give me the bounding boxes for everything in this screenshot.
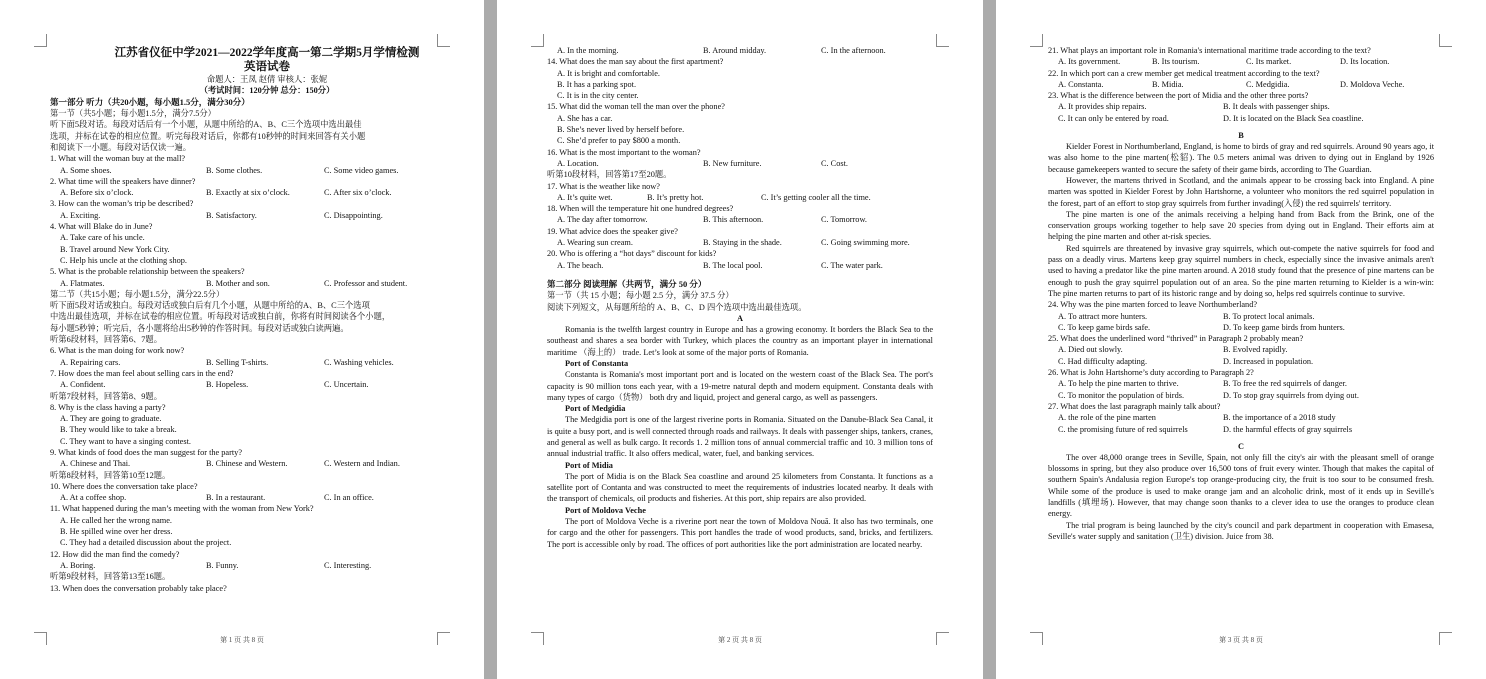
options-23: C. It can only be entered by road. D. It is located on the Black Sea coastline. [1058, 113, 1364, 123]
question-8: 8. Why is the class having a party? [50, 402, 166, 412]
question-12: 12. How did the man find the comedy? [50, 549, 180, 559]
question-25: 25. What does the underlined word “thrived” in Paragraph 2 probably mean? [1048, 334, 1304, 344]
instruction-line: 每小题5秒钟；听完后，各小题将给出5秒钟的作答时间。每段对话或独白读两遍。 [50, 323, 349, 333]
option: A. He called her the wrong name. [60, 515, 172, 525]
options-13: A. In the morning. B. Around midday. C. In the afternoon. [557, 46, 886, 55]
passage-letter-c: C [1238, 441, 1244, 451]
question-26: 26. What is John Hartshorne’s duty according to Paragraph 2? [1048, 368, 1254, 378]
question-15: 15. What did the woman tell the man over the phone? [547, 102, 725, 112]
crop-mark [531, 34, 544, 47]
options-23: A. It provides ship repairs. B. It deals with passenger ships. [1058, 102, 1330, 112]
port-heading: Port of Moldova Veche [565, 505, 646, 515]
question-22: 22. In which port can a crew member get medical treatment according to the text? [1048, 68, 1320, 78]
question-24: 24. Why was the pine marten forced to leave Northumberland? [1048, 300, 1258, 310]
options-27: A. the role of the pine marten B. the importance of a 2018 study [1058, 413, 1336, 423]
exam-subtitle: 英语试卷 [244, 61, 290, 73]
option: B. They would like to take a break. [60, 425, 177, 435]
page-number: 第 1 页 共 8 页 [220, 636, 264, 644]
crop-mark [1030, 34, 1043, 47]
part-1-heading: 第一部分 听力（共20小题，每小题1.5分，满分30分） [50, 96, 250, 107]
option: B. She’s never lived by herself before. [557, 125, 685, 135]
question-16: 16. What is the most important to the woman? [547, 147, 701, 157]
options-24: C. To keep game birds safe. D. To keep game birds from hunters. [1058, 322, 1345, 332]
passage-paragraph: The over 48,000 orange trees in Seville, Spain, not only fill the city's air with the pleasant smell of orange blossoms in spring, but they also produce over 16,500 tons of fruit every winter. Though that makes the capital of southern Spain's Andalusia region Europe's top orange-producing city, the fruit is too sour to be consumed fresh. While some of the produce is used to make orange jam and an alcoholic drink, most of it ends up in Seville's landfills (填埋场). However, that may change soon thanks to a clever idea to use the oranges to produce clean energy. [1048, 452, 1434, 519]
material-note: 听第9段材料，回答第13至16题。 [50, 572, 171, 582]
options-19: A. Wearing sun cream. B. Staying in the shade. C. Going swimming more. [557, 238, 910, 248]
options-2: A. Before six o’clock. B. Exactly at six o’clock. C. After six o’clock. [60, 188, 392, 198]
instruction-line: 选项，并标在试卷的相应位置。听完每段对话后，你都有10秒钟的时间来回答有关小题 [50, 131, 366, 141]
question-21: 21. What plays an important role in Romania's international maritime trade according to the text? [1048, 46, 1371, 55]
option: C. Help his uncle at the clothing shop. [60, 255, 187, 265]
authors: 命题人：王凤 赵倩 审核人：张妮 [206, 75, 328, 84]
question-20: 20. Who is offering a “hot days” discount for kids? [547, 249, 717, 259]
question-7: 7. How does the man feel about selling cars in the end? [50, 368, 234, 378]
passage-paragraph: The Medgidia port is one of the largest riverine ports in Romania. Situated on the Danube-Black Sea Canal, it is quite a busy port, and is well connected through roads and railways. It deals with passenger ships, tankers, cranes, and general as well as bulk cargo. It records 1. 2 million tons of annual commercial traffic and 10. 3 million tons of annual industrial traffic. It also offers medical, water, fuel, and banking services. [547, 415, 933, 459]
passage-paragraph: The pine marten is one of the animals receiving a helping hand from Back from the Brink, one of the conservation groups working together to help save 20 species from dying out in England. Their efforts aim at helping the pine marten and other at-risk species. [1048, 209, 1434, 242]
part-2-heading: 第二部分 阅读理解（共两节，满分 50 分） [547, 278, 707, 289]
port-heading: Port of Constanta [565, 358, 629, 368]
passage-paragraph: The trial program is being launched by the city's council and park department in cooperation with Emasesa, Seville's water supply and sanitation (卫生) division. Juice from 38. [1048, 520, 1434, 541]
instruction-line: 听下面5段对话。每段对话后有一个小题，从题中所给的A、B、C三个选项中选出最佳 [50, 120, 362, 130]
passage-letter-b: B [1238, 131, 1244, 141]
options-1: A. Some shoes. B. Some clothes. C. Some video games. [60, 165, 399, 175]
options-26: A. To help the pine marten to thrive. B. To free the red squirrels of danger. [1058, 379, 1347, 389]
question-1: 1. What will the woman buy at the mall? [50, 154, 186, 164]
options-17: A. It’s quite wet. B. It’s pretty hot. C. It’s getting cooler all the time. [557, 192, 871, 202]
question-6: 6. What is the man doing for work now? [50, 346, 185, 356]
question-3: 3. How can the woman’s trip be described? [50, 199, 194, 209]
option: A. They are going to graduate. [60, 414, 162, 424]
crop-mark [437, 34, 450, 47]
crop-mark [34, 34, 47, 47]
options-12: A. Boring. B. Funny. C. Interesting. [60, 560, 372, 570]
page-2 [497, 0, 983, 679]
option: B. He spilled wine over her dress. [60, 527, 173, 537]
material-note: 听第10段材料，回答第17至20题。 [547, 170, 672, 180]
port-heading: Port of Midia [565, 460, 613, 470]
crop-mark [936, 34, 949, 47]
option: A. She has a car. [557, 113, 613, 123]
material-note: 听第7段材料，回答第8、9题。 [50, 391, 163, 401]
question-4: 4. What will Blake do in June? [50, 222, 153, 232]
option: C. They had a detailed discussion about the project. [60, 538, 232, 548]
options-16: A. Location. B. New furniture. C. Cost. [557, 158, 848, 168]
question-17: 17. What is the weather like now? [547, 181, 660, 191]
instruction-line: 听下面5段对话或独白。每段对话或独白后有几个小题，从题中所给的A、B、C三个选项 [50, 301, 370, 311]
page-number: 第 3 页 共 8 页 [1219, 636, 1263, 644]
exam-meta: （考试时间：120分钟 总分：150分） [199, 86, 335, 96]
question-13: 13. When does the conversation probably take place? [50, 583, 227, 593]
question-18: 18. When will the temperature hit one hundred degrees? [547, 204, 734, 214]
passage-paragraph: Kielder Forest in Northumberland, England, is home to birds of gray and red squirrels. Around 90 years ago, it was also home to the pine marten(松貂). The 0.5 meters animal was driven to dying out in England by 1926 because gamekeepers wanted to secure the safety of their game birds, according to The Guardian. [1048, 142, 1434, 174]
option: C. It is in the city center. [557, 91, 639, 101]
option: C. She’d prefer to pay $800 a month. [557, 136, 681, 146]
page-3 [996, 0, 1486, 679]
options-5: A. Flatmates. B. Mother and son. C. Professor and student. [60, 278, 408, 288]
option: B. It has a parking spot. [557, 79, 637, 89]
passage-paragraph: Constanta is Romania's most important port and is located on the western coast of the Black Sea. The port's capacity is 90 million tons each year, with a 19-metre natural depth and modern equipment. Constanta deals with many types of cargo（货物） both dry and liquid, project and general cargo, as well as passengers. [547, 370, 933, 402]
passage-paragraph: The port of Midia is on the Black Sea coastline and around 25 kilometers from Constanta. It functions as a satellite port of Contanta and was constructed to meet the requirements of industries located nearby. It deals with the transport of chemicals, oil products and fisheries. At this port, ship repairs are also provided. [547, 471, 933, 504]
instruction-line: 阅读下列短文，从每题所给的 A、B、C、D 四个选项中选出最佳选项。 [547, 302, 807, 312]
question-9: 9. What kinds of food does the man suggest for the party? [50, 448, 243, 457]
options-20: A. The beach. B. The local pool. C. The water park. [557, 260, 883, 270]
material-note: 听第8段材料，回答第10至12题。 [50, 470, 171, 480]
exam-title: 江苏省仪征中学2021—2022学年度高一第二学期5月学情检测 [114, 47, 420, 59]
port-heading: Port of Medgidia [565, 404, 626, 414]
options-27: C. the promising future of red squirrels D. the harmful effects of gray squirrels [1058, 424, 1353, 434]
section-1-heading: 第一节（共5小题；每小题1.5分，满分7.5分） [50, 109, 216, 119]
passage-paragraph: However, the martens thrived in Scotland, and the animals appear to be crossing back into England. A pine marten was spotted in Kielder Forest by John Hartshorne, a volunteer who monitors the red squirrel population in the forest, part of an effort to stop gray squirrels from further invading(入侵) the red squirrels' territory. [1048, 175, 1434, 208]
options-22: A. Constanta. B. Midia. C. Medgidia. D. Moldova Veche. [1058, 79, 1405, 89]
options-25: A. Died out slowly. B. Evolved rapidly. [1058, 345, 1288, 355]
question-19: 19. What advice does the speaker give? [547, 226, 678, 236]
options-24: A. To attract more hunters. B. To protect local animals. [1058, 311, 1315, 321]
question-5: 5. What is the probable relationship between the speakers? [50, 267, 245, 277]
instruction-line: 中选出最佳选项，并标在试卷的相应位置。听每段对话或独白前，你将有时间阅读各个小题， [50, 312, 391, 322]
options-18: A. The day after tomorrow. B. This afternoon. C. Tomorrow. [557, 215, 867, 225]
option: C. They want to have a singing contest. [60, 436, 191, 446]
options-25: C. Had difficulty adapting. D. Increased in population. [1058, 356, 1314, 366]
options-10: A. At a coffee shop. B. In a restaurant. C. In an office. [60, 493, 374, 503]
passage-letter-a: A [737, 314, 743, 324]
question-27: 27. What does the last paragraph mainly talk about? [1048, 401, 1221, 411]
option: B. Travel around New York City. [60, 244, 170, 254]
option: A. It is bright and comfortable. [557, 68, 660, 78]
question-2: 2. What time will the speakers have dinner? [50, 176, 196, 186]
passage-paragraph: The port of Moldova Veche is a riverine port near the town of Moldova Nouă. It also has two terminals, one for cargo and the other for passengers. This port handles the trade of wood products, sand, bricks, and fertilizers. The port is accessible only by road. The offices of port authorities like the port administration are located nearby. [547, 517, 933, 549]
page-1 [0, 0, 484, 679]
passage-paragraph: Red squirrels are threatened by invasive gray squirrels, which out-compete the native squirrels for food and pass on a deadly virus. Martens keep gray squirrel numbers in check, especially since the invasive animals aren't used to having a predator like the pine marten around. A 2018 study found that the presence of pine martens can be enough to push the gray squirrel population out of an area. So the pine marten returning to Kielder is a win-win: The pine marten returns to part of its historic range and by doing so, helps red squirrels continue to survive. [1048, 243, 1434, 298]
question-10: 10. Where does the conversation take place? [50, 481, 198, 491]
question-14: 14. What does the man say about the first apartment? [547, 57, 724, 67]
question-11: 11. What happened during the man’s meeting with the woman from New York? [50, 504, 314, 514]
section-2-heading: 第二节（共15小题；每小题1.5分，满分22.5分） [50, 289, 225, 299]
options-6: A. Repairing cars. B. Selling T-shirts. C. Washing vehicles. [60, 357, 394, 367]
option: A. Take care of his uncle. [60, 233, 145, 243]
options-7: A. Confident. B. Hopeless. C. Uncertain. [60, 380, 369, 390]
material-note: 听第6段材料，回答第6、7题。 [50, 335, 163, 345]
page-number: 第 2 页 共 8 页 [718, 636, 762, 644]
passage-paragraph: Romania is the twelfth largest country in Europe and has a growing economy. It borders the Black Sea to the southeast and shares a sea border with Turkey, which places the country as an important player in international maritime （海上的） trade. Let’s look at some of the major ports of Romania. [547, 325, 933, 357]
section-heading: 第一节（共 15 小题；每小题 2.5 分，满分 37.5 分） [547, 291, 734, 301]
options-21: A. Its government. B. Its tourism. C. Its market. D. Its location. [1058, 57, 1390, 67]
instruction-line: 和阅读下一小题。每段对话仅读一遍。 [50, 142, 192, 152]
question-23: 23. What is the difference between the port of Midia and the other three ports? [1048, 91, 1309, 101]
crop-mark [1439, 34, 1452, 47]
options-3: A. Exciting. B. Satisfactory. C. Disappointing. [60, 210, 383, 220]
options-9: A. Chinese and Thai. B. Chinese and Western. C. Western and Indian. [60, 459, 400, 469]
options-26: C. To monitor the population of birds. D. To stop gray squirrels from dying out. [1058, 390, 1359, 400]
